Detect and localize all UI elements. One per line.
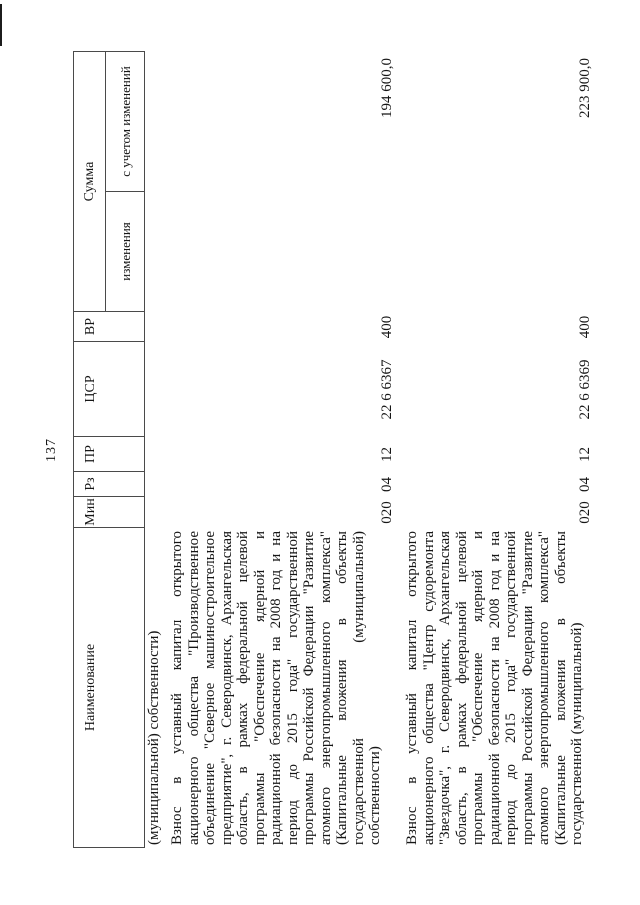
column-header-min: Мин bbox=[74, 497, 145, 528]
cell-csr: 22 6 6367 bbox=[379, 359, 395, 420]
cell-pr: 12 bbox=[577, 447, 593, 462]
page-number: 137 bbox=[44, 438, 59, 462]
table-row-name-cell: Взнос в уставный капитал открытого акционерного общества "Центр судоремонта "Звездочка", г. Северодвинск, Архангельская область, в рамках федеральной целевой программы "Обеспечение ядерной и радиационной безопасности на 2008 год и на период до 2015 года" государственной программы Российской Федерации "Развитие атомного энергопромышленного комплекса" (Капитальные вложения в объекты государственной (муниципальной) bbox=[404, 531, 585, 845]
table-row-name-cell: (муниципальной) собственности) bbox=[146, 630, 162, 845]
column-header-summa: Сумма bbox=[74, 52, 106, 312]
table-row-name-cell: Взнос в уставный капитал открытого акционерного общества "Производственное объединение "Северное машиностроительное предприятие", г. Северодвинск, Архангельская область, в рамках федеральной целевой программы "Обеспечение ядерной и радиационной безопасности на 2008 год и на период до 2015 года" государственной программы Российской Федерации "Развитие атомного энергопромышленного комплекса" (Капитальные вложения в объекты государственной (муниципальной) собственности) bbox=[169, 531, 383, 845]
cell-s-uchetom: 194 600,0 bbox=[379, 58, 395, 118]
cell-rz: 04 bbox=[379, 477, 395, 492]
column-header-pr: ПР bbox=[74, 437, 145, 472]
column-header-s-uchetom: с учетом изменений bbox=[106, 52, 145, 192]
cell-vr: 400 bbox=[379, 315, 395, 339]
column-header-rz: Рз bbox=[74, 472, 145, 497]
cell-min: 020 bbox=[577, 501, 593, 524]
cell-pr: 12 bbox=[379, 447, 395, 462]
scan-edge-artifact bbox=[0, 4, 2, 46]
column-header-izmeneniya: изменения bbox=[106, 192, 145, 312]
cell-csr: 22 6 6369 bbox=[577, 359, 593, 420]
column-header-csr: ЦСР bbox=[74, 342, 145, 437]
cell-rz: 04 bbox=[577, 477, 593, 492]
column-header-vr: ВР bbox=[74, 312, 145, 342]
budget-table-header bbox=[73, 51, 145, 848]
cell-s-uchetom: 223 900,0 bbox=[577, 58, 593, 118]
column-header-name: Наименование bbox=[74, 528, 145, 848]
cell-min: 020 bbox=[379, 501, 395, 524]
cell-vr: 400 bbox=[577, 315, 593, 339]
